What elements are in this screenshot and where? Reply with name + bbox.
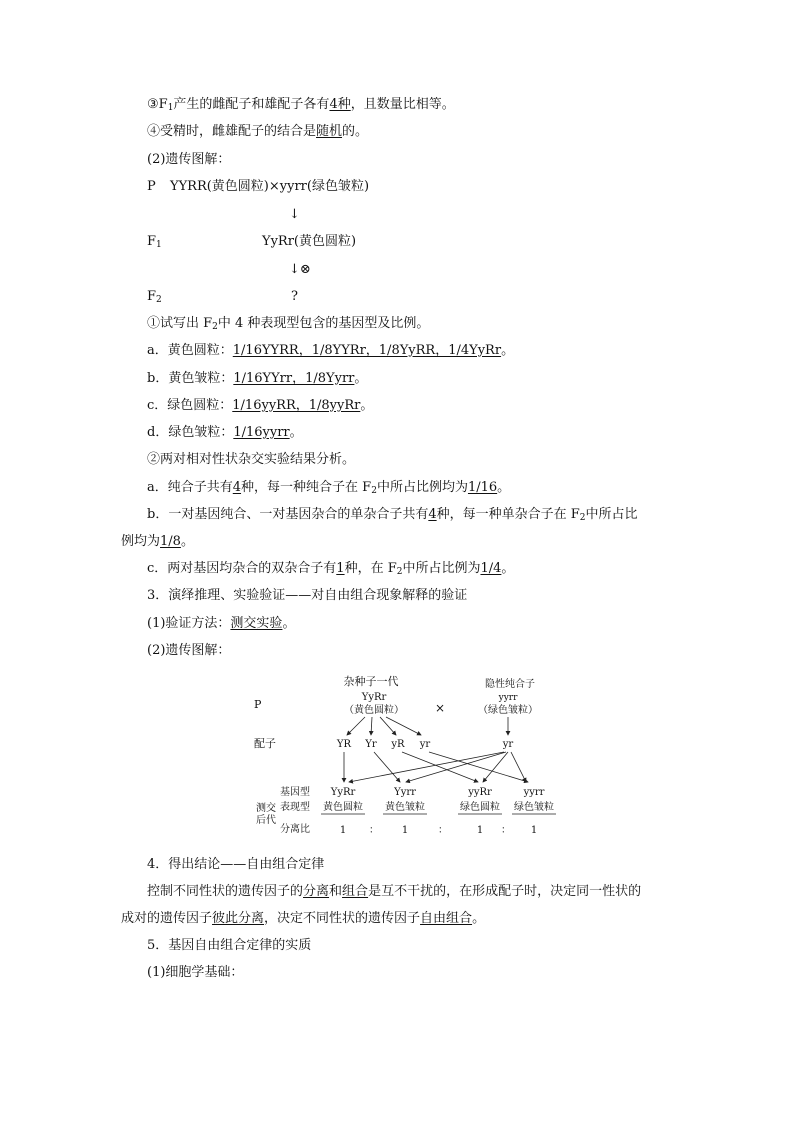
q2-item-c: c．两对基因均杂合的双杂合子有1种，在 $F_2$中所占比例为1/4。 [147,561,515,577]
arrow-parent-to-YR [347,717,365,735]
cross-arrow-self: ↓⊗ [289,262,311,277]
q1-item-b: b．黄色皱粒：1/16YYrr，1/8Yyrr。 [147,371,368,386]
left-parent-title: 杂种子一代 [343,675,399,688]
testcross-diagram [0,668,794,868]
section-3-diagram-heading: (2)遗传图解： [147,643,231,658]
right-parent-genotype: yyrr [498,693,518,703]
cross-sign: × [434,701,446,715]
offspring-phenotype-4: 绿色皱粒 [514,802,554,813]
arrow-Yr-to-Yyrr [374,752,400,782]
offspring-phenotype-3: 绿色圆粒 [460,802,500,813]
section-5-title: 5．基因自由组合定律的实质 [147,938,312,953]
section-4-line-2: 成对的遗传因子彼此分离，决定不同性状的遗传因子自由组合。 [121,911,486,926]
q1-item-d: d．绿色皱粒：1/16yyrr。 [147,425,303,440]
gamete-yr: yr [419,739,431,750]
q1-item-a: a．黄色圆粒：1/16YYRR，1/8YYRr，1/8YyRR，1/4YyRr。 [147,343,515,358]
gamete-recessive-yr: yr [502,739,514,750]
cross-f1-label: $F_1$ [147,234,162,250]
ratio-3: 1 [476,825,484,836]
cross-p-text: YYRR(黄色圆粒)×yyrr(绿色皱粒) [170,179,370,194]
offspring-genotype-1: YyRr [330,787,356,798]
offspring-genotype-2: Yyrr [394,787,416,798]
offspring-phenotype-2: 黄色皱粒 [385,802,425,813]
row-label-genotype: 基因型 [280,787,310,798]
ratio-colon-2: ： [438,825,448,836]
arrow-parent-to-yR [380,717,396,735]
q2-item-b-cont: 例均为1/8。 [121,534,194,549]
arrow-parent-to-yr [386,717,421,735]
q2-item-a: a．纯合子共有4种，每一种纯合子在 $F_2$中所占比例均为1/16。 [147,480,511,496]
intro-line-3: $③F_1$产生的雌配子和雄配子各有4种，且数量比相等。 [147,97,455,113]
section-4-title: 4．得出结论——自由组合定律 [147,857,325,872]
gamete-YR: YR [336,739,352,750]
cross-p-label: P [147,179,156,194]
arrow-parent-to-Yr [371,717,372,735]
right-parent-phenotype: （绿色皱粒） [478,705,538,716]
q2-item-b: b．一对基因纯合、一对基因杂合的单杂合子共有4种，每一种单杂合子在 $F_2$中所占比 [147,507,638,523]
ratio-2: 1 [401,825,409,836]
q1-heading: ①试写出 $F_2$中 4 种表现型包含的基因型及比例。 [147,316,430,332]
section-heading-2: (2)遗传图解： [147,152,231,167]
gamete-label: 配子 [254,737,276,750]
cross-f2-text: ? [291,289,298,304]
arrow-ryr-to-Yyrr [406,752,506,782]
cross-f2-label: $F_2$ [147,289,162,305]
ratio-colon-3: ： [501,825,511,836]
testcross-side-label-1: 测交 [256,803,276,814]
row-label-phenotype: 表现型 [280,802,310,813]
section-5-sub-1: (1)细胞学基础： [147,965,244,980]
ratio-colon-1: ： [369,825,379,836]
intro-line-4: ④受精时，雌雄配子的结合是随机的。 [147,124,369,139]
diagram-p-label: P [254,698,262,711]
testcross-side-label-2: 后代 [256,815,276,826]
offspring-genotype-3: yyRr [468,787,492,798]
left-parent-phenotype: （黄色圆粒） [344,705,404,716]
row-label-ratio: 分离比 [280,824,310,835]
ratio-1: 1 [339,825,347,836]
offspring-genotype-4: yyrr [523,787,545,798]
section-3-title: 3．演绎推理、实验验证——对自由组合现象解释的验证 [147,588,468,603]
arrow-ryr-to-yyRr [483,752,508,782]
arrow-yR-to-yyRr [402,752,478,782]
q1-item-c: c．绿色圆粒：1/16yyRR，1/8yyRr。 [147,398,374,413]
left-parent-genotype: YyRr [361,692,387,703]
gamete-Yr: Yr [365,739,377,750]
section-4-line-1: 控制不同性状的遗传因子的分离和组合是互不干扰的，在形成配子时，决定同一性状的 [147,884,642,899]
cross-arrow-1: ↓ [289,207,300,222]
section-3-method: (1)验证方法：测交实验。 [147,616,296,631]
gamete-yR: yR [391,739,405,750]
cross-f1-text: YyRr(黄色圆粒) [262,234,357,249]
right-parent-title: 隐性纯合子 [485,679,535,690]
arrow-ryr-to-YyRr [349,752,504,782]
q2-heading: ②两对相对性状杂交实验结果分析。 [147,452,356,467]
offspring-phenotype-1: 黄色圆粒 [323,802,363,813]
ratio-4: 1 [530,825,538,836]
